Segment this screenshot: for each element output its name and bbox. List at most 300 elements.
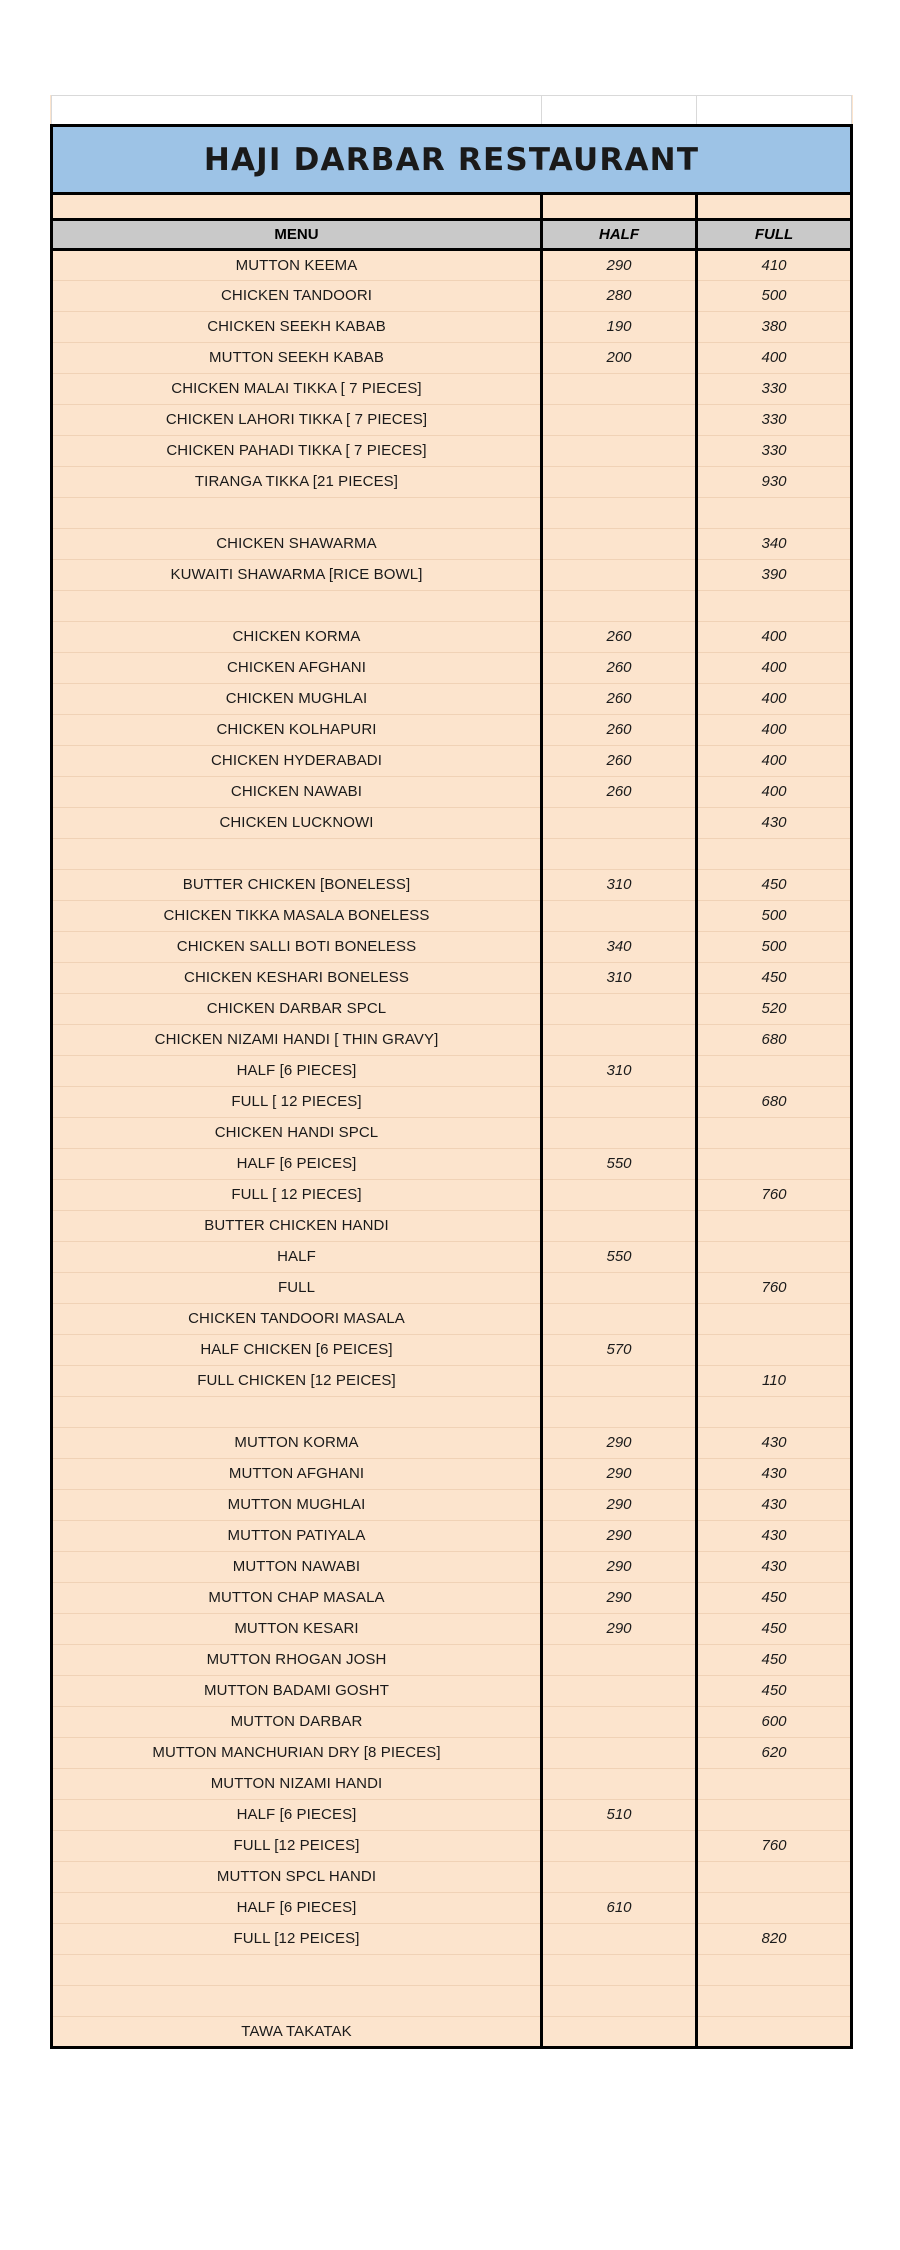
menu-item-name: CHICKEN TANDOORI MASALA	[188, 1310, 405, 1327]
menu-item-name-cell	[52, 1211, 542, 1242]
menu-row	[52, 1118, 852, 1149]
menu-item-name-cell	[52, 281, 542, 312]
menu-row	[52, 1211, 852, 1242]
menu-item-half-price-cell	[542, 1645, 697, 1676]
menu-item-name: CHICKEN HYDERABADI	[211, 752, 382, 769]
menu-item-full-price-cell	[697, 1056, 852, 1087]
menu-item-name-cell	[52, 1862, 542, 1893]
menu-item-full-price: 400	[761, 721, 787, 738]
menu-item-name: CHICKEN LUCKNOWI	[219, 814, 374, 831]
menu-item-full-price-cell	[697, 1800, 852, 1831]
menu-item-half-price: 290	[606, 256, 632, 274]
menu-row	[52, 591, 852, 622]
menu-item-half-price-cell	[542, 560, 697, 591]
menu-item-name-cell	[52, 715, 542, 746]
menu-item-name: FULL [ 12 PIECES]	[231, 1093, 362, 1110]
menu-item-name: FULL [12 PEICES]	[233, 1930, 360, 1947]
menu-item-full-price-cell	[697, 1180, 852, 1211]
menu-item-full-price-cell	[697, 1707, 852, 1738]
menu-item-half-price-cell	[542, 684, 697, 715]
menu-row	[52, 870, 852, 901]
blank-top-row	[52, 96, 852, 126]
menu-item-name: CHICKEN SEEKH KABAB	[207, 318, 386, 335]
menu-item-name-cell	[52, 963, 542, 994]
menu-item-full-price: 110	[762, 1372, 786, 1389]
menu-item-half-price-cell	[542, 405, 697, 436]
menu-item-full-price: 330	[761, 380, 787, 397]
menu-item-half-price-cell	[542, 901, 697, 932]
menu-item-full-price-cell	[697, 1304, 852, 1335]
menu-item-name-cell	[52, 1986, 542, 2017]
menu-item-full-price: 400	[761, 659, 787, 676]
menu-row	[52, 1025, 852, 1056]
menu-item-name: FULL [12 PEICES]	[233, 1837, 360, 1854]
menu-item-full-price-cell	[697, 1397, 852, 1428]
menu-item-name: HALF [6 PIECES]	[236, 1062, 357, 1079]
menu-item-name-cell	[52, 591, 542, 622]
menu-item-name-cell	[52, 1118, 542, 1149]
menu-item-full-price: 450	[761, 1620, 787, 1637]
menu-item-name-cell	[52, 1831, 542, 1862]
column-header-row	[52, 220, 852, 250]
menu-item-half-price: 290	[606, 1620, 632, 1637]
menu-item-name: FULL CHICKEN [12 PEICES]	[197, 1372, 396, 1389]
menu-item-name-cell	[52, 839, 542, 870]
menu-item-half-price: 260	[606, 659, 632, 676]
menu-item-name: HALF [6 PIECES]	[236, 1806, 357, 1823]
menu-item-half-price-cell	[542, 1893, 697, 1924]
menu-item-full-price-cell	[697, 560, 852, 591]
menu-row	[52, 901, 852, 932]
menu-item-full-price-cell	[697, 529, 852, 560]
menu-row	[52, 715, 852, 746]
menu-item-full-price-cell	[697, 1676, 852, 1707]
menu-item-full-price: 620	[761, 1744, 787, 1761]
menu-row	[52, 1335, 852, 1366]
menu-row	[52, 436, 852, 467]
menu-item-full-price-cell	[697, 901, 852, 932]
menu-item-name-cell	[52, 1738, 542, 1769]
spacer-cell-half	[542, 194, 697, 220]
menu-item-full-price: 680	[761, 1031, 787, 1048]
menu-item-full-price-cell	[697, 1955, 852, 1986]
menu-item-half-price: 190	[606, 318, 632, 335]
menu-item-half-price-cell	[542, 467, 697, 498]
menu-item-half-price: 290	[606, 1434, 632, 1451]
menu-item-half-price: 340	[606, 938, 632, 955]
menu-item-full-price: 520	[761, 1000, 787, 1017]
menu-item-name-cell	[52, 529, 542, 560]
menu-item-full-price: 600	[761, 1713, 787, 1730]
menu-item-half-price: 510	[606, 1806, 632, 1823]
menu-row	[52, 1242, 852, 1273]
menu-item-name: TAWA TAKATAK	[241, 2022, 352, 2040]
menu-item-half-price-cell	[542, 1428, 697, 1459]
menu-row	[52, 808, 852, 839]
menu-item-half-price-cell	[542, 870, 697, 901]
menu-item-full-price-cell	[697, 467, 852, 498]
menu-item-name: TIRANGA TIKKA [21 PIECES]	[194, 473, 399, 490]
menu-item-half-price-cell	[542, 1397, 697, 1428]
menu-item-full-price-cell	[697, 498, 852, 529]
menu-item-half-price-cell	[542, 653, 697, 684]
menu-item-full-price: 820	[761, 1930, 787, 1947]
menu-item-half-price-cell	[542, 1955, 697, 1986]
menu-item-half-price-cell	[542, 1304, 697, 1335]
spacer-cell-menu	[52, 194, 542, 220]
menu-item-half-price-cell	[542, 1862, 697, 1893]
menu-item-full-price: 430	[761, 1527, 787, 1544]
column-header-menu-label: MENU	[274, 225, 319, 243]
menu-item-full-price: 400	[761, 628, 787, 645]
menu-row	[52, 498, 852, 529]
menu-item-name: CHICKEN NIZAMI HANDI [ THIN GRAVY]	[154, 1031, 439, 1048]
menu-item-full-price-cell	[697, 374, 852, 405]
menu-item-half-price-cell	[542, 281, 697, 312]
menu-row	[52, 994, 852, 1025]
menu-item-name: MUTTON CHAP MASALA	[208, 1589, 385, 1606]
menu-item-full-price: 500	[761, 907, 787, 924]
menu-item-full-price-cell	[697, 1738, 852, 1769]
menu-item-full-price: 380	[761, 318, 787, 335]
menu-item-name: CHICKEN LAHORI TIKKA [ 7 PIECES]	[165, 411, 428, 428]
menu-item-name-cell	[52, 2017, 542, 2048]
menu-item-half-price-cell	[542, 436, 697, 467]
menu-item-half-price-cell	[542, 2017, 697, 2048]
menu-item-full-price-cell	[697, 1335, 852, 1366]
menu-item-full-price: 760	[761, 1279, 787, 1296]
menu-row	[52, 1645, 852, 1676]
menu-item-name-cell	[52, 1273, 542, 1304]
menu-item-full-price: 340	[761, 535, 787, 552]
menu-item-name: CHICKEN KORMA	[232, 628, 361, 645]
menu-item-full-price-cell	[697, 839, 852, 870]
menu-item-half-price-cell	[542, 963, 697, 994]
menu-item-half-price-cell	[542, 312, 697, 343]
menu-item-name: MUTTON KESARI	[234, 1620, 359, 1637]
menu-item-half-price-cell	[542, 1521, 697, 1552]
menu-table	[50, 95, 853, 2049]
menu-row	[52, 2017, 852, 2048]
menu-item-full-price: 430	[761, 1465, 787, 1482]
menu-item-full-price: 430	[761, 1558, 787, 1575]
menu-item-full-price: 390	[761, 566, 787, 583]
menu-item-half-price: 260	[606, 721, 632, 738]
menu-item-half-price-cell	[542, 1800, 697, 1831]
menu-item-name-cell	[52, 467, 542, 498]
menu-item-half-price: 550	[606, 1248, 632, 1265]
menu-item-full-price-cell	[697, 994, 852, 1025]
column-header-half	[542, 220, 697, 250]
blank-cell-half	[542, 96, 697, 126]
menu-item-full-price-cell	[697, 1831, 852, 1862]
blank-cell-menu	[52, 96, 542, 126]
menu-item-full-price: 450	[761, 1651, 787, 1668]
menu-item-full-price-cell	[697, 1583, 852, 1614]
menu-item-full-price: 500	[761, 938, 787, 955]
menu-item-name: CHICKEN NAWABI	[230, 783, 363, 800]
menu-item-half-price-cell	[542, 1025, 697, 1056]
title-banner-cell	[52, 126, 852, 194]
column-header-half-label: HALF	[599, 225, 639, 243]
menu-row	[52, 1707, 852, 1738]
menu-item-full-price-cell	[697, 1552, 852, 1583]
menu-item-name: HALF	[277, 1248, 316, 1265]
menu-item-name-cell	[52, 1304, 542, 1335]
menu-item-half-price: 280	[606, 287, 632, 304]
restaurant-title: HAJI DARBAR RESTAURANT	[203, 141, 700, 178]
menu-row	[52, 1273, 852, 1304]
menu-item-name-cell	[52, 250, 542, 281]
menu-row	[52, 684, 852, 715]
menu-item-name: MUTTON RHOGAN JOSH	[206, 1651, 387, 1668]
menu-row	[52, 932, 852, 963]
menu-item-half-price: 570	[606, 1341, 632, 1358]
menu-item-name: MUTTON KEEMA	[235, 256, 358, 274]
menu-item-name-cell	[52, 343, 542, 374]
menu-item-full-price-cell	[697, 250, 852, 281]
menu-item-full-price: 450	[761, 1682, 787, 1699]
menu-row	[52, 963, 852, 994]
menu-item-name: MUTTON SEEKH KABAB	[209, 349, 384, 366]
column-header-full-label: FULL	[754, 225, 794, 243]
menu-item-full-price-cell	[697, 1459, 852, 1490]
menu-item-name-cell	[52, 1366, 542, 1397]
menu-item-name: BUTTER CHICKEN HANDI	[204, 1217, 389, 1234]
menu-item-full-price-cell	[697, 932, 852, 963]
menu-item-half-price: 260	[606, 690, 632, 707]
menu-item-name-cell	[52, 1397, 542, 1428]
menu-item-full-price-cell	[697, 653, 852, 684]
menu-item-name-cell	[52, 374, 542, 405]
menu-item-half-price: 290	[606, 1496, 632, 1513]
menu-row	[52, 560, 852, 591]
menu-row	[52, 1087, 852, 1118]
menu-item-full-price-cell	[697, 1862, 852, 1893]
menu-item-name-cell	[52, 1490, 542, 1521]
menu-item-name-cell	[52, 1924, 542, 1955]
menu-item-half-price-cell	[542, 1149, 697, 1180]
menu-item-half-price-cell	[542, 343, 697, 374]
menu-item-name-cell	[52, 1769, 542, 1800]
menu-item-full-price-cell	[697, 1366, 852, 1397]
menu-item-full-price-cell	[697, 1986, 852, 2017]
menu-item-name-cell	[52, 746, 542, 777]
menu-item-name: KUWAITI SHAWARMA [RICE BOWL]	[170, 566, 423, 583]
menu-item-half-price: 260	[606, 752, 632, 769]
menu-row	[52, 1180, 852, 1211]
menu-item-name: FULL [ 12 PIECES]	[231, 1186, 362, 1203]
menu-item-half-price-cell	[542, 1180, 697, 1211]
menu-item-full-price-cell	[697, 281, 852, 312]
menu-row	[52, 1056, 852, 1087]
menu-row	[52, 1397, 852, 1428]
menu-item-full-price: 400	[761, 752, 787, 769]
menu-item-half-price-cell	[542, 1583, 697, 1614]
menu-item-full-price-cell	[697, 715, 852, 746]
menu-item-name-cell	[52, 1149, 542, 1180]
menu-item-name: MUTTON AFGHANI	[228, 1465, 365, 1482]
menu-item-name-cell	[52, 622, 542, 653]
menu-item-full-price: 430	[761, 1434, 787, 1451]
menu-item-half-price-cell	[542, 1335, 697, 1366]
menu-item-full-price-cell	[697, 1924, 852, 1955]
menu-item-full-price-cell	[697, 1118, 852, 1149]
menu-item-name-cell	[52, 1583, 542, 1614]
menu-item-half-price: 310	[606, 1062, 632, 1079]
menu-item-name-cell	[52, 1335, 542, 1366]
menu-item-half-price-cell	[542, 1459, 697, 1490]
menu-item-half-price-cell	[542, 1056, 697, 1087]
menu-item-full-price-cell	[697, 1025, 852, 1056]
menu-row	[52, 529, 852, 560]
menu-item-full-price: 930	[761, 473, 787, 490]
menu-item-full-price: 430	[761, 1496, 787, 1513]
menu-item-name: HALF [6 PIECES]	[236, 1899, 357, 1916]
menu-item-half-price-cell	[542, 715, 697, 746]
menu-item-full-price: 430	[761, 814, 787, 831]
menu-row	[52, 1428, 852, 1459]
menu-item-name: CHICKEN TIKKA MASALA BONELESS	[163, 907, 430, 924]
menu-item-full-price-cell	[697, 808, 852, 839]
menu-item-name-cell	[52, 994, 542, 1025]
menu-item-half-price: 260	[606, 783, 632, 800]
menu-item-name: CHICKEN SHAWARMA	[216, 535, 377, 552]
menu-item-name-cell	[52, 1087, 542, 1118]
menu-row	[52, 1521, 852, 1552]
menu-item-half-price-cell	[542, 591, 697, 622]
menu-item-half-price: 310	[606, 876, 632, 893]
menu-table-body	[52, 96, 852, 250]
menu-item-full-price-cell	[697, 1087, 852, 1118]
menu-item-name-cell	[52, 312, 542, 343]
menu-row	[52, 1676, 852, 1707]
menu-item-half-price-cell	[542, 777, 697, 808]
menu-item-name: CHICKEN KOLHAPURI	[216, 721, 377, 738]
menu-item-full-price: 410	[761, 256, 787, 274]
menu-item-half-price: 290	[606, 1558, 632, 1575]
menu-item-half-price-cell	[542, 1614, 697, 1645]
menu-item-half-price: 610	[606, 1899, 632, 1916]
menu-item-full-price-cell	[697, 622, 852, 653]
menu-row	[52, 312, 852, 343]
menu-item-full-price: 500	[761, 287, 787, 304]
menu-item-full-price-cell	[697, 1273, 852, 1304]
menu-item-name: BUTTER CHICKEN [BONELESS]	[182, 876, 411, 893]
menu-row	[52, 777, 852, 808]
menu-item-name-cell	[52, 1707, 542, 1738]
menu-row	[52, 1769, 852, 1800]
menu-row	[52, 653, 852, 684]
menu-item-half-price-cell	[542, 1490, 697, 1521]
menu-item-full-price-cell	[697, 1645, 852, 1676]
menu-row	[52, 1800, 852, 1831]
menu-item-full-price: 760	[761, 1837, 787, 1854]
menu-item-name-cell	[52, 1614, 542, 1645]
menu-item-half-price: 200	[606, 349, 632, 366]
menu-item-name-cell	[52, 870, 542, 901]
menu-item-name-cell	[52, 1025, 542, 1056]
menu-item-full-price-cell	[697, 746, 852, 777]
menu-item-half-price-cell	[542, 1986, 697, 2017]
menu-row	[52, 1893, 852, 1924]
menu-row	[52, 1583, 852, 1614]
menu-item-half-price-cell	[542, 994, 697, 1025]
menu-item-name-cell	[52, 653, 542, 684]
menu-item-name-cell	[52, 808, 542, 839]
menu-row	[52, 1831, 852, 1862]
menu-item-name: MUTTON PATIYALA	[227, 1527, 366, 1544]
menu-row	[52, 1738, 852, 1769]
menu-item-name: HALF [6 PEICES]	[236, 1155, 357, 1172]
menu-item-name: HALF CHICKEN [6 PEICES]	[200, 1341, 393, 1358]
menu-item-half-price-cell	[542, 1087, 697, 1118]
menu-item-full-price: 330	[761, 411, 787, 428]
menu-item-half-price: 290	[606, 1589, 632, 1606]
menu-item-full-price: 400	[761, 690, 787, 707]
menu-grid-wrapper	[50, 95, 850, 2049]
menu-item-full-price-cell	[697, 312, 852, 343]
menu-item-half-price-cell	[542, 622, 697, 653]
menu-item-name-cell	[52, 1800, 542, 1831]
menu-item-name: CHICKEN MUGHLAI	[225, 690, 368, 707]
menu-item-half-price-cell	[542, 1366, 697, 1397]
menu-item-full-price: 400	[761, 783, 787, 800]
menu-item-name-cell	[52, 1180, 542, 1211]
menu-item-name: CHICKEN MALAI TIKKA [ 7 PIECES]	[171, 380, 422, 397]
menu-row	[52, 1490, 852, 1521]
menu-row	[52, 1614, 852, 1645]
menu-item-name-cell	[52, 901, 542, 932]
menu-item-full-price-cell	[697, 1614, 852, 1645]
menu-item-full-price: 680	[761, 1093, 787, 1110]
menu-rows-body	[52, 250, 852, 2048]
title-banner-row	[52, 126, 852, 194]
menu-item-name-cell	[52, 1459, 542, 1490]
menu-item-name: CHICKEN AFGHANI	[226, 659, 367, 676]
menu-item-full-price-cell	[697, 343, 852, 374]
menu-item-name: CHICKEN TANDOORI	[220, 287, 373, 304]
menu-item-name: MUTTON SPCL HANDI	[216, 1868, 377, 1885]
menu-item-name-cell	[52, 498, 542, 529]
menu-item-name-cell	[52, 1552, 542, 1583]
menu-item-full-price-cell	[697, 1149, 852, 1180]
menu-item-name-cell	[52, 1521, 542, 1552]
menu-row	[52, 1955, 852, 1986]
menu-item-full-price: 330	[761, 442, 787, 459]
menu-item-name: CHICKEN KESHARI BONELESS	[184, 969, 409, 986]
menu-item-half-price: 550	[606, 1155, 632, 1172]
menu-item-half-price-cell	[542, 1273, 697, 1304]
menu-item-half-price-cell	[542, 1707, 697, 1738]
menu-item-half-price-cell	[542, 498, 697, 529]
menu-item-name-cell	[52, 1645, 542, 1676]
menu-item-name-cell	[52, 1056, 542, 1087]
menu-item-half-price: 260	[606, 628, 632, 645]
menu-item-name: MUTTON NIZAMI HANDI	[210, 1775, 383, 1792]
menu-item-full-price-cell	[697, 684, 852, 715]
menu-item-full-price: 400	[761, 349, 787, 366]
menu-item-name-cell	[52, 1676, 542, 1707]
menu-item-name: CHICKEN SALLI BOTI BONELESS	[176, 938, 417, 955]
menu-item-full-price-cell	[697, 1521, 852, 1552]
menu-item-full-price: 450	[761, 1589, 787, 1606]
menu-row	[52, 1304, 852, 1335]
menu-item-full-price-cell	[697, 1211, 852, 1242]
menu-item-half-price-cell	[542, 1769, 697, 1800]
spacer-row	[52, 194, 852, 220]
menu-item-name-cell	[52, 1428, 542, 1459]
